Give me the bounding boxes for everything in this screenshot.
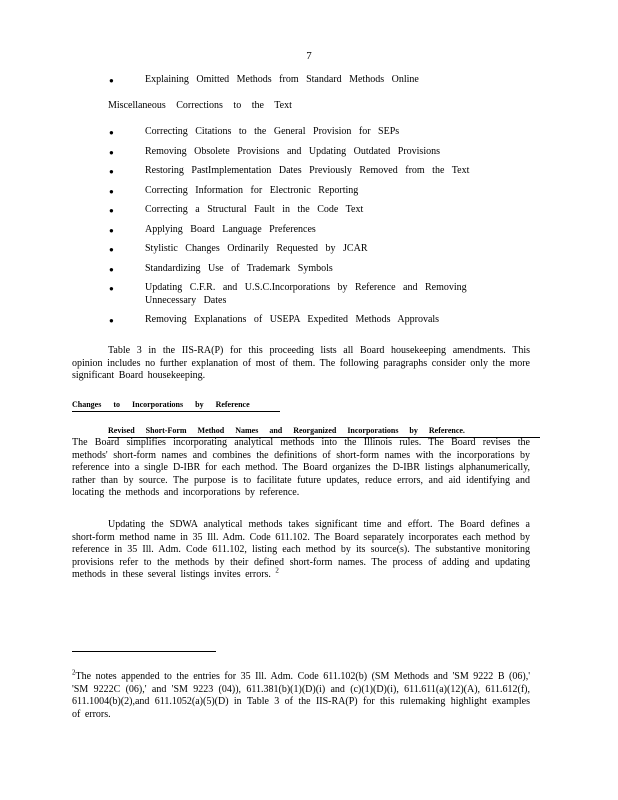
bullet-item: ● Removing Obsolete Provisions and Updating Outdated Provisions bbox=[108, 146, 498, 159]
corrections-bullet-list bbox=[108, 126, 498, 334]
bullet-item: ● Updating C.F.R. and U.S.C.Incorporations by Reference and Removing Unnecessary Dates bbox=[108, 282, 498, 307]
bullet-item: ● Standardizing Use of Trademark Symbols bbox=[108, 263, 498, 276]
footnote-divider bbox=[72, 651, 216, 652]
bullet-item: ● Correcting Citations to the General Provision for SEPs bbox=[108, 126, 498, 139]
bullet-item: ● Correcting a Structural Fault in the Code Text bbox=[108, 204, 498, 217]
section-heading-changes: Changes to Incorporations by Reference bbox=[72, 400, 280, 412]
misc-heading: Miscellaneous Corrections to the Text bbox=[108, 100, 292, 111]
bullet-item: ● Removing Explanations of USEPA Expedited Methods Approvals bbox=[108, 314, 498, 327]
footnote-marker: 2 bbox=[72, 668, 76, 677]
sdwa-paragraph bbox=[72, 519, 530, 582]
bullet-item: ● Applying Board Language Preferences bbox=[108, 224, 498, 237]
housekeeping-paragraph: Table 3 in the IIS-RA(P) for this proceeding lists all Board housekeeping amendments. This opinion includes no further explanation of most of them. The following paragraphs consider only the more significant Board housekeeping. bbox=[72, 345, 530, 381]
footnote bbox=[72, 668, 530, 721]
bullet-item: ● Explaining Omitted Methods from Standard Methods Online bbox=[108, 74, 498, 87]
subsection-heading-revised: Revised Short-Form Method Names and Reorganized Incorporations by Reference. bbox=[108, 426, 540, 438]
bullet-item: ● Correcting Information for Electronic Reporting bbox=[108, 185, 498, 198]
simplification-paragraph: The Board simplifies incorporating analytical methods into the Illinois rules. The Board revises the methods' short-form names and combines the definitions of short-form names with the incorporations by reference into a single D-IBR for each method. The Board organizes the D-IBR listings alphanumerically, rather than by source. The purpose is to facilitate future updates, reduce errors, and aid identifying and locating the methods and incorporations by reference. bbox=[72, 437, 530, 498]
bullet-item: ● Restoring PastImplementation Dates Previously Removed from the Text bbox=[108, 165, 498, 178]
footnote-text: The notes appended to the entries for 35 Ill. Adm. Code 611.102(b) (SM Methods and 'SM 9222 B (06),' 'SM 9222C (06),' and 'SM 9223 (04)), 611.381(b)(1)(D)(i) and (c)(1)(D)(i), 611.611(a)(12)(A), 611.612(f), 611.1004(b)(2),and 611.1052(a)(5)(D) in Table 3 of the IIS-RA(P) for this rulemaking highlight examples of errors. bbox=[72, 671, 530, 720]
bullet-item: ● Stylistic Changes Ordinarily Requested by JCAR bbox=[108, 243, 498, 256]
sdwa-paragraph-text: Updating the SDWA analytical methods takes significant time and effort. The Board defines a short-form method name in 35 Ill. Adm. Code 611.102. The Board separately incorporates each method by reference in 35 Ill. Adm. Code 611.102, listing each method by its source(s). The substantive monitoring provisions refer to the methods by their defined short-form names. The process of adding and updating methods in these several listings invites errors. bbox=[72, 519, 530, 580]
page-number: 7 bbox=[306, 50, 312, 62]
footnote-reference[interactable]: 2 bbox=[275, 566, 279, 575]
top-bullet-list bbox=[108, 74, 498, 87]
